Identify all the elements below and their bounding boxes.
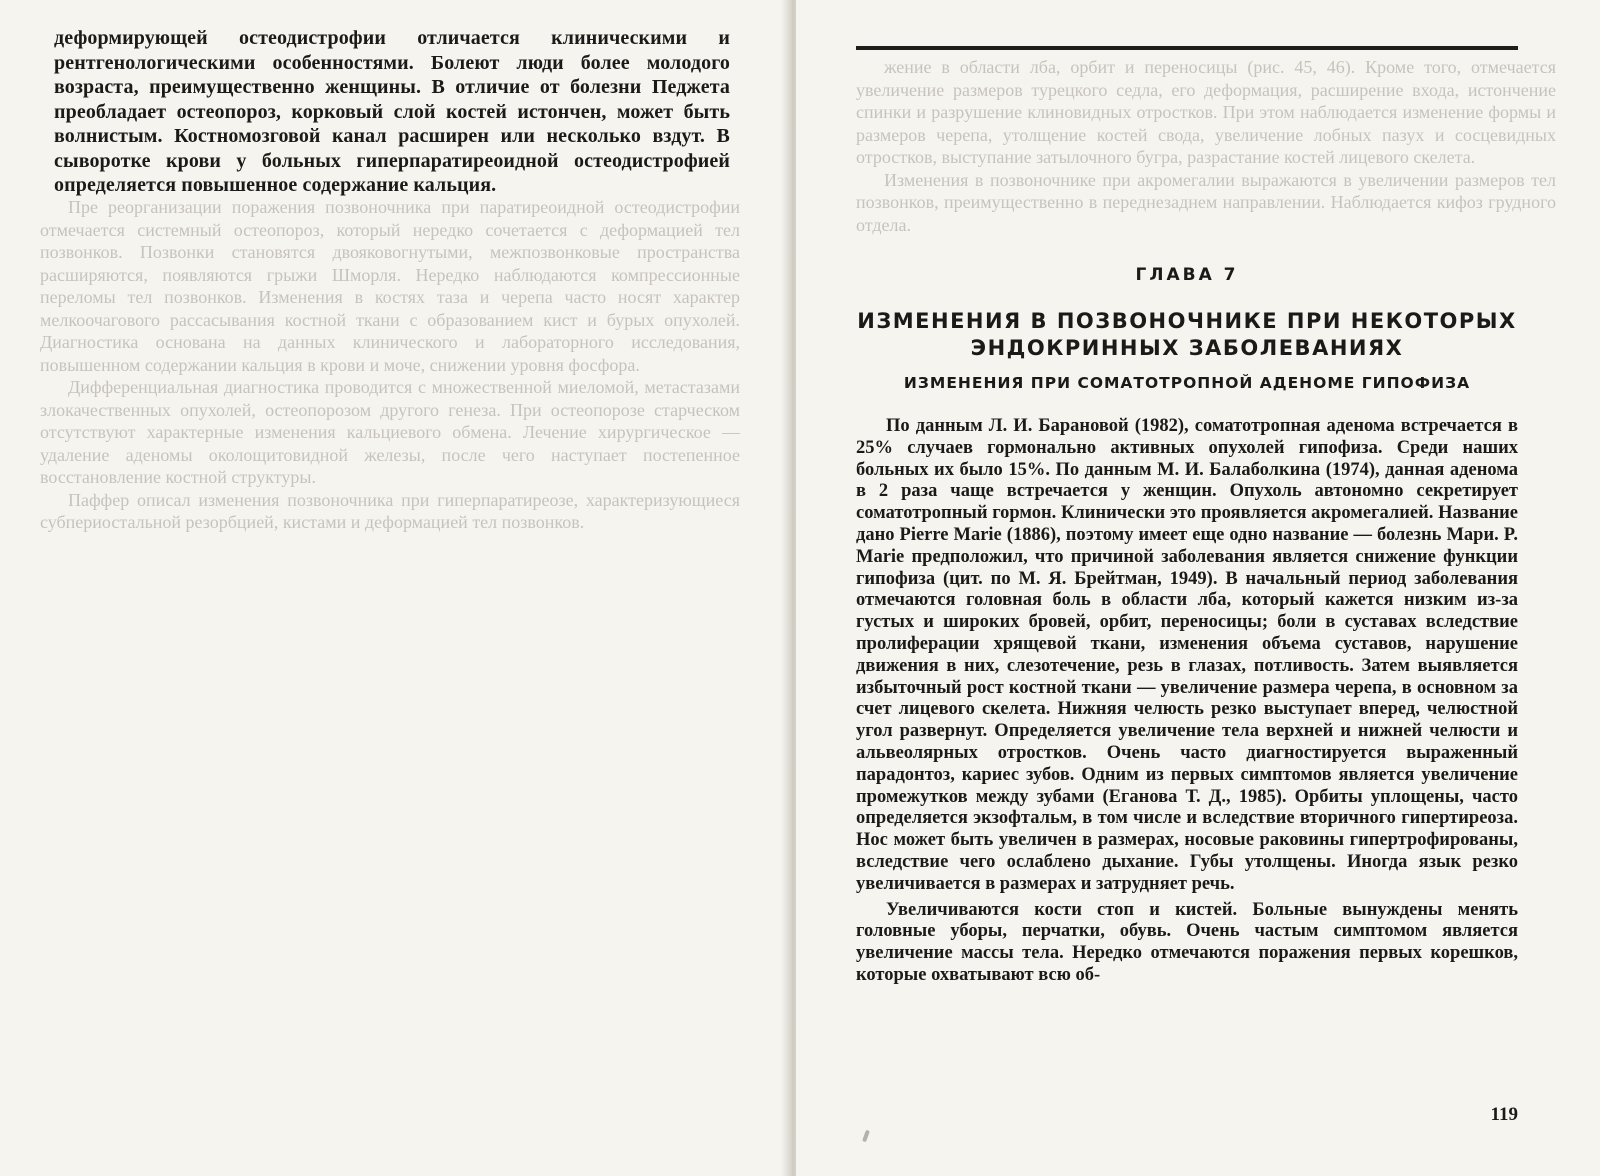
left-page	[0, 0, 790, 1176]
paragraph-2: Увеличиваются кости стоп и кистей. Больные вынуждены менять головные уборы, перчатки, обувь. Очень частым симптомом является увеличение массы тела. Нередко отмечаются поражения первых корешков, которые охватывают всю об-	[856, 899, 1518, 985]
page-number: 119	[1490, 1104, 1518, 1125]
ink-smudge	[862, 1130, 870, 1143]
chapter-body	[856, 416, 1518, 987]
closing-paragraph: деформирующей остеодистрофии отличается клиническими и рентгенологическими особенностями. Болеют люди более молодого возраста, преимущественно женщины. В отличие от болезни Педжета преобладает остеопороз, корковый слой костей истончен, может быть волнистым. Костномозговой канал расширен или несколько вздут. В сыворотке крови у больных гиперпаратиреоидной остеодистрофией определяется повышенное содержание кальция.	[54, 27, 730, 196]
chapter-label: ГЛАВА 7	[1135, 265, 1239, 285]
chapter-title-line-2: ЭНДОКРИННЫХ ЗАБОЛЕВАНИЯХ	[970, 336, 1404, 360]
right-page	[796, 0, 1600, 1176]
paragraph-1: По данным Л. И. Барановой (1982), соматотропная аденома встречается в 25% случаев гормонально активных опухолей гипофиза. Среди наших больных их было 15%. По данным М. И. Балаболкина (1974), данная аденома в 2 раза чаще встречается у женщин. Опухоль автономно секретирует соматотропный гормон. Клинически это проявляется акромегалией. Название дано Pierre Marie (1886), поэтому имеет еще одно название — болезнь Мари. P. Marie предположил, что причиной заболевания является снижение функции гипофиза (цит. по М. Я. Брейтман, 1949). В начальный период заболевания отмечаются головная боль в области лба, который кажется низким из-за густых и широких бровей, орбит, переносицы; боли в суставах вследствие пролиферации хрящевой ткани, изменения объема суставов, нарушение движения в них, слезотечение, резь в глазах, потливость. Затем выявляется избыточный рост костной ткани — увеличение размера черепа, в основном за счет лицевого скелета. Нижняя челюсть резко выступает вперед, челюстной угол развернут. Определяется увеличение тела верхней и нижней челюсти и альвеолярных отростков. Очень часто диагностируется выраженный парадонтоз, кариес зубов. Одним из первых симптомов является увеличение промежутков между зубами (Еганова Т. Д., 1985). Орбиты уплощены, часто определяется экзофтальм, в том числе и вследствие вторичного гипертиреоза. Нос может быть увеличен в размерах, носовые раковины гипертрофированы, вследствие чего ослаблено дыхание. Губы утолщены. Иногда язык резко увеличивается в размерах и затрудняет речь.	[856, 416, 1518, 894]
left-page-text	[54, 26, 730, 198]
show-through-text: Пре реорганизации поражения позвоночника при паратиреоидной остеодистрофии отмечается системный остеопороз, который нередко сочетается с деформацией тел позвонков. Позвонки становятся двояковогнутыми, межпозвонковые пространства расширяются, появляются грыжи Шморля. Нередко наблюдаются компрессионные переломы тел позвонков. Изменения в костях таза и черепа часто носят характер мелкоочагового рассасывания костной ткани с образованием кист и бурых опухолей. Диагностика основана на данных клинического и лабораторного исследования, повышенном содержании кальция в крови и моче, снижении уровня фосфора. Дифференциальная диагностика проводится с множественной миеломой, метастазами злокачественных опухолей, остеопорозом другого генеза. При остеопорозе старческом отсутствуют характерные изменения кальциевого обмена. Лечение хирургическое — удаление аденомы околощитовидной железы, после чего наступает постепенное восстановление костной структуры. Паффер описал изменения позвоночника при гиперпаратиреозе, характеризующиеся субпериостальной резорбцией, кистами и деформацией тел позвонков.	[40, 197, 740, 532]
chapter-title	[856, 308, 1518, 362]
section-title: ИЗМЕНЕНИЯ ПРИ СОМАТОТРОПНОЙ АДЕНОМЕ ГИПОФИЗА	[903, 374, 1471, 392]
show-through-text: жение в области лба, орбит и переносицы (рис. 45, 46). Кроме того, отмечается увеличение размеров турецкого седла, его деформация, расширение входа, истончение спинки и разрушение клиновидных отростков. При этом наблюдается изменение формы и размеров черепа, утолщение костей свода, увеличение лобных пазух и сосцевидных отростков, выступание затылочного бугра, разрастание костей лицевого скелета. Изменения в позвоночнике при акромегалии выражаются в увеличении размеров тел позвонков, преимущественно в переднезаднем направлении. Наблюдается кифоз грудного отдела.	[856, 57, 1556, 235]
chapter-title-line-1: ИЗМЕНЕНИЯ В ПОЗВОНОЧНИКЕ ПРИ НЕКОТОРЫХ	[857, 309, 1517, 333]
chapter-rule	[856, 46, 1518, 50]
